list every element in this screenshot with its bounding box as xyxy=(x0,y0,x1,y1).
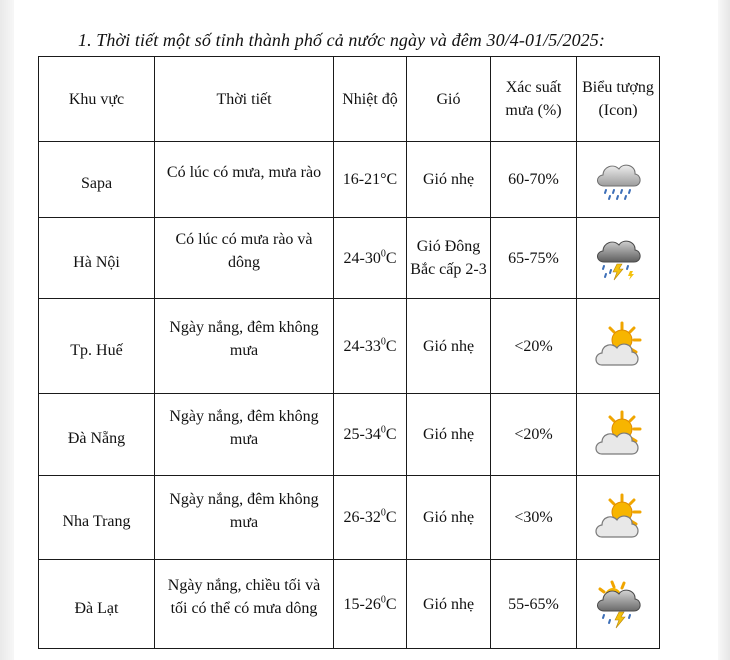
header-temperature: Nhiệt độ xyxy=(334,57,407,142)
cell-weather: Có lúc có mưa rào và dông xyxy=(155,218,334,299)
cell-weather: Ngày nắng, đêm không mưa xyxy=(155,394,334,476)
header-wind: Gió xyxy=(407,57,491,142)
page-edge-right xyxy=(718,0,730,660)
cell-icon xyxy=(577,560,660,649)
table-row xyxy=(39,218,660,299)
thunderstorm-icon xyxy=(592,234,644,282)
cell-wind: Gió nhẹ xyxy=(407,142,491,218)
cell-icon xyxy=(577,394,660,476)
temp-unit-degree: 0 xyxy=(380,507,386,519)
temp-range: 26-32 xyxy=(343,509,381,526)
cell-icon xyxy=(577,299,660,394)
cell-region: Nha Trang xyxy=(39,476,155,560)
cell-region: Đà Nẵng xyxy=(39,394,155,476)
table-header-row xyxy=(39,57,660,142)
cell-rain: <30% xyxy=(491,476,577,560)
temp-range: 24-33 xyxy=(343,337,381,355)
cell-wind: Gió nhẹ xyxy=(407,299,491,394)
cell-temperature xyxy=(334,218,407,299)
cell-region: Tp. Huế xyxy=(39,299,155,394)
sun-cloud-icon xyxy=(592,410,644,460)
cell-temperature xyxy=(334,560,407,649)
cell-rain: <20% xyxy=(491,299,577,394)
cell-rain: 55-65% xyxy=(491,560,577,649)
cell-region: Sapa xyxy=(39,142,155,218)
table-row xyxy=(39,142,660,218)
header-region: Khu vực xyxy=(39,57,155,142)
rain-cloud-icon xyxy=(592,156,644,204)
cell-wind: Gió Đông Bắc cấp 2-3 xyxy=(407,218,491,299)
cell-temperature xyxy=(334,142,407,218)
temp-range: 16-21 xyxy=(342,171,381,188)
sun-cloud-icon xyxy=(592,321,644,371)
sun-cloud-icon xyxy=(592,493,644,543)
table-row xyxy=(39,560,660,649)
cell-icon xyxy=(577,142,660,218)
cell-rain: <20% xyxy=(491,394,577,476)
header-weather: Thời tiết xyxy=(155,57,334,142)
cell-rain: 65-75% xyxy=(491,218,577,299)
cell-icon xyxy=(577,218,660,299)
cell-temperature xyxy=(334,476,407,560)
cell-weather: Ngày nắng, chiều tối và tối có thể có mưa dông xyxy=(155,560,334,649)
temp-unit-degree: 0 xyxy=(380,248,386,260)
cell-temperature xyxy=(334,299,407,394)
temp-unit: °C xyxy=(380,171,398,188)
temp-unit: C xyxy=(385,337,397,355)
temp-range: 24-30 xyxy=(343,249,381,267)
cell-region: Hà Nội xyxy=(39,218,155,299)
cell-region: Đà Lạt xyxy=(39,560,155,649)
cell-weather: Ngày nắng, đêm không mưa xyxy=(155,476,334,560)
temp-unit: C xyxy=(385,595,397,613)
page-edge-left xyxy=(0,0,14,660)
cell-wind: Gió nhẹ xyxy=(407,476,491,560)
cell-weather: Ngày nắng, đêm không mưa xyxy=(155,299,334,394)
sun-thunderstorm-icon xyxy=(592,579,644,629)
table-row xyxy=(39,394,660,476)
header-rain-probability: Xác suất mưa (%) xyxy=(491,57,577,142)
cell-wind: Gió nhẹ xyxy=(407,560,491,649)
temp-unit-degree: 0 xyxy=(380,424,386,436)
table-row xyxy=(39,299,660,394)
cell-rain: 60-70% xyxy=(491,142,577,218)
cell-weather: Có lúc có mưa, mưa rào xyxy=(155,142,334,218)
header-icon: Biểu tượng (Icon) xyxy=(577,57,660,142)
temp-unit: C xyxy=(385,426,397,443)
cell-icon xyxy=(577,476,660,560)
temp-range: 15-26 xyxy=(343,595,381,613)
cell-temperature xyxy=(334,394,407,476)
temp-unit: C xyxy=(385,509,397,526)
section-heading: 1. Thời tiết một số tỉnh thành phố cả nước ngày và đêm 30/4-01/5/2025: xyxy=(78,30,605,50)
temp-unit-degree: 0 xyxy=(380,594,386,606)
table-row xyxy=(39,476,660,560)
temp-unit-degree: 0 xyxy=(380,336,386,348)
weather-table xyxy=(38,56,660,649)
temp-unit: C xyxy=(385,249,397,267)
temp-range: 25-34 xyxy=(343,426,381,443)
cell-wind: Gió nhẹ xyxy=(407,394,491,476)
